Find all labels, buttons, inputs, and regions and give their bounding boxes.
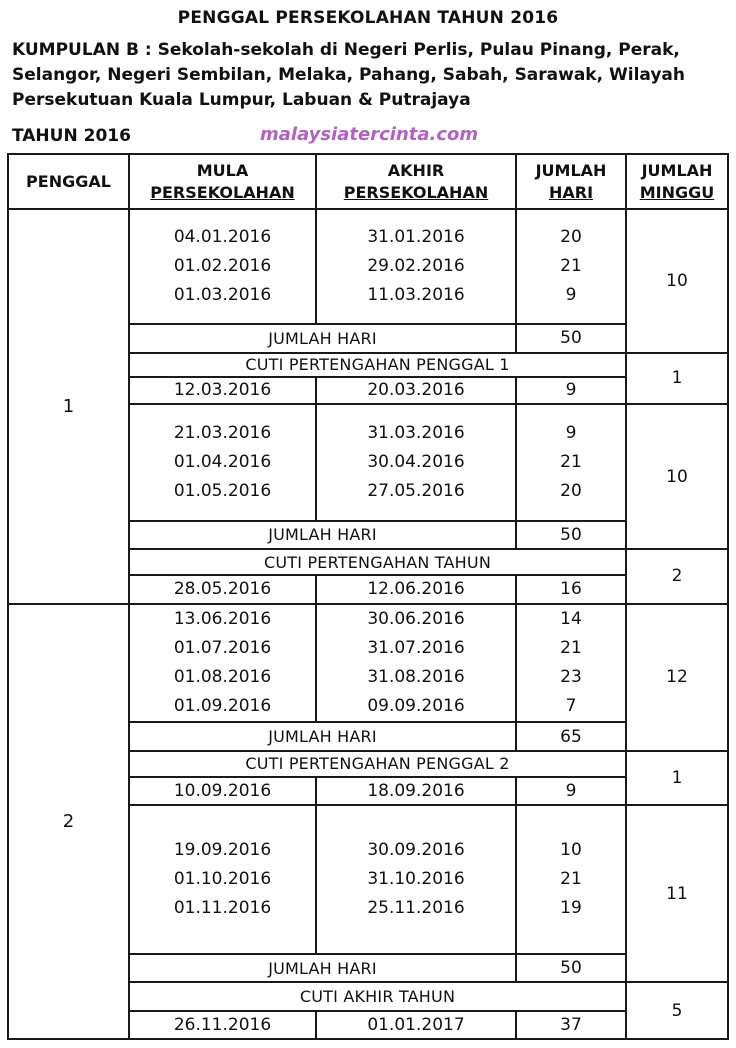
header-akhir: AKHIR PERSEKOLAHAN (316, 154, 516, 209)
p1-cuti-b-end: 12.06.2016 (316, 575, 516, 603)
p1b-start-dates: 21.03.2016 01.04.2016 01.05.2016 (129, 404, 316, 521)
header-jumlah-hari: JUMLAH HARI (516, 154, 626, 209)
p2-cuti-a-end: 18.09.2016 (316, 777, 516, 805)
p2-cuti-a-weeks: 1 (626, 751, 728, 805)
p1a-total-label: JUMLAH HARI (129, 324, 516, 352)
p2-cuti-a-days: 9 (516, 777, 626, 805)
p2a-end-dates: 30.06.2016 31.07.2016 31.08.2016 09.09.2016 (316, 604, 516, 723)
p1-cuti-a-start: 12.03.2016 (129, 377, 316, 404)
p2-cuti-b-weeks: 5 (626, 982, 728, 1039)
p1a-total: 50 (516, 324, 626, 352)
table-row (8, 209, 728, 324)
header-row (8, 154, 728, 209)
p2a-total-label: JUMLAH HARI (129, 722, 516, 750)
p2-cuti-b-end: 01.01.2017 (316, 1011, 516, 1039)
p2-cuti-b-days: 37 (516, 1011, 626, 1039)
p2a-start-dates: 13.06.2016 01.07.2016 01.08.2016 01.09.2016 (129, 604, 316, 723)
p1-cuti-b-start: 28.05.2016 (129, 575, 316, 603)
p1a-days: 20 21 9 (516, 209, 626, 324)
p1-cuti-b-weeks: 2 (626, 549, 728, 603)
p1-cuti-a-label: CUTI PERTENGAHAN PENGGAL 1 (129, 353, 626, 377)
p2b-end-dates: 30.09.2016 31.10.2016 25.11.2016 (316, 805, 516, 954)
header-mula: MULA PERSEKOLAHAN (129, 154, 316, 209)
header-penggal: PENGGAL (8, 154, 129, 209)
p1b-total-label: JUMLAH HARI (129, 521, 516, 549)
p2-cuti-a-start: 10.09.2016 (129, 777, 316, 805)
p1b-weeks: 10 (626, 404, 728, 549)
year-label: TAHUN 2016 (12, 126, 131, 146)
p1-cuti-b-days: 16 (516, 575, 626, 603)
p2b-total-label: JUMLAH HARI (129, 954, 516, 982)
p2-cuti-b-start: 26.11.2016 (129, 1011, 316, 1039)
p2-cuti-b-label: CUTI AKHIR TAHUN (129, 982, 626, 1010)
p1b-total: 50 (516, 521, 626, 549)
table-row (8, 604, 728, 723)
p1a-start-dates: 04.01.2016 01.02.2016 01.03.2016 (129, 209, 316, 324)
p1-cuti-a-days: 9 (516, 377, 626, 404)
header-jumlah-minggu: JUMLAH MINGGU (626, 154, 728, 209)
p1-cuti-a-end: 20.03.2016 (316, 377, 516, 404)
penggal-2-label: 2 (8, 604, 129, 1039)
p2b-start-dates: 19.09.2016 01.10.2016 01.11.2016 (129, 805, 316, 954)
p2a-weeks: 12 (626, 604, 728, 751)
p1a-end-dates: 31.01.2016 29.02.2016 11.03.2016 (316, 209, 516, 324)
p1-cuti-a-weeks: 1 (626, 353, 728, 404)
school-calendar-table (7, 153, 729, 1040)
p2a-total: 65 (516, 722, 626, 750)
group-description: KUMPULAN B : Sekolah-sekolah di Negeri Perlis, Pulau Pinang, Perak, Selangor, Negeri Sembilan, Melaka, Pahang, Sabah, Sarawak, Wilayah Persekutuan Kuala Lumpur, Labuan & Putrajaya (12, 40, 686, 110)
penggal-1-label: 1 (8, 209, 129, 603)
page-title: PENGGAL PERSEKOLAHAN TAHUN 2016 (177, 8, 559, 28)
watermark: malaysiatercinta.com (260, 124, 479, 145)
p1a-weeks: 10 (626, 209, 728, 352)
p2a-days: 14 21 23 7 (516, 604, 626, 723)
p2-cuti-a-label: CUTI PERTENGAHAN PENGGAL 2 (129, 751, 626, 777)
p2b-total: 50 (516, 954, 626, 982)
p2b-weeks: 11 (626, 805, 728, 982)
p1b-end-dates: 31.03.2016 30.04.2016 27.05.2016 (316, 404, 516, 521)
p1b-days: 9 21 20 (516, 404, 626, 521)
p1-cuti-b-label: CUTI PERTENGAHAN TAHUN (129, 549, 626, 575)
p2b-days: 10 21 19 (516, 805, 626, 954)
